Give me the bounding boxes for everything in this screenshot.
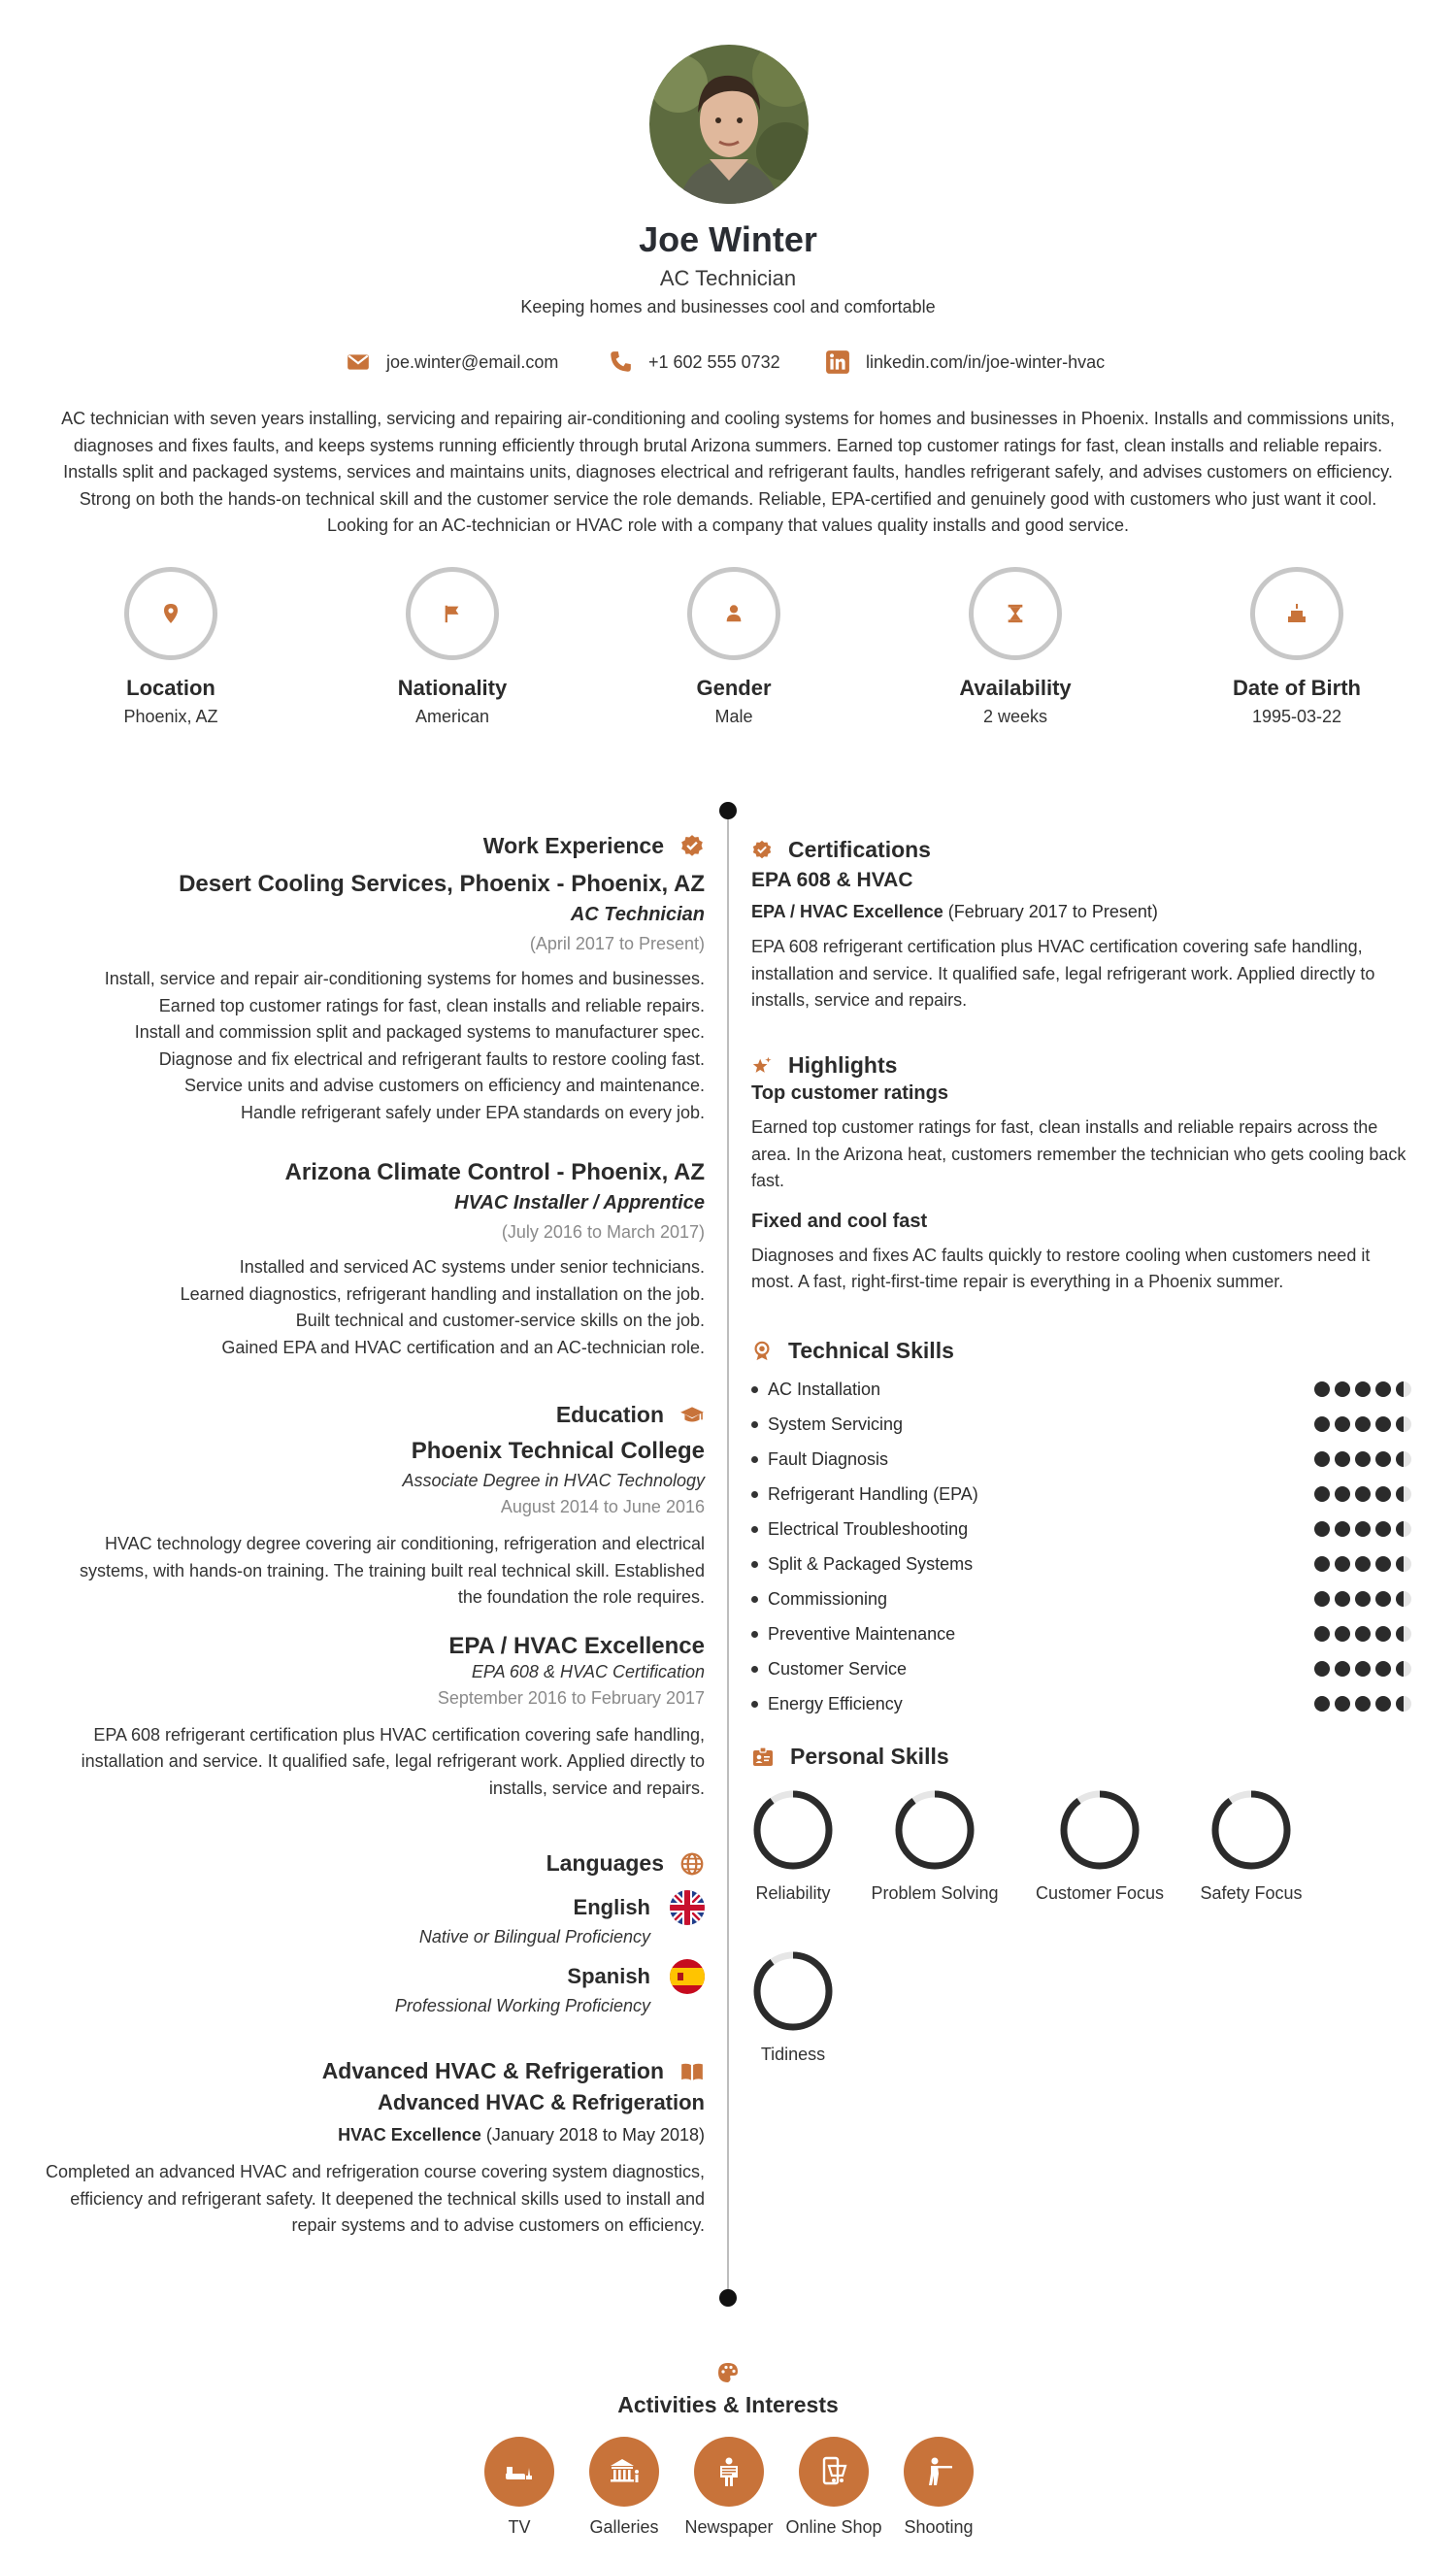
technical-skills-section: [751, 1338, 1411, 1721]
bullet-icon: [751, 1596, 758, 1603]
timeline-end-dot: [719, 2289, 737, 2307]
highlight-text: Diagnoses and fixes AC faults quickly to restore cooling when customers need it most. A fast, right-first-time repair is everything in a Phoenix summer.: [751, 1245, 1371, 1291]
certification-dates: (February 2017 to Present): [947, 902, 1158, 921]
rating-dot: [1335, 1661, 1350, 1677]
activity-label: TV: [508, 2517, 531, 2537]
linkedin-icon: [825, 349, 850, 375]
skill-ring-label: Customer Focus: [1035, 1883, 1165, 1903]
bullet-icon: [751, 1386, 758, 1393]
bullet-icon: [751, 1701, 758, 1708]
job-line: Installed and serviced AC systems under senior technicians.: [239, 1257, 705, 1277]
skill-rating: [1314, 1626, 1411, 1642]
skill-list: [751, 1372, 1411, 1721]
skill-rating: [1314, 1556, 1411, 1572]
section-title: Technical Skills: [788, 1338, 954, 1363]
candidate-tagline: Keeping homes and businesses cool and comfortable: [520, 297, 936, 316]
bullet-icon: [751, 1456, 758, 1463]
skill-ring: [751, 1788, 835, 1872]
languages-section: [39, 1850, 705, 2016]
education-dates: August 2014 to June 2016: [500, 1497, 705, 1516]
school-name: EPA / HVAC Excellence: [448, 1632, 705, 1659]
skill-row: [751, 1512, 1411, 1547]
skill-rating: [1314, 1521, 1411, 1537]
certifications-section: [751, 837, 1411, 1014]
info-location: [64, 567, 278, 727]
job-dates: (April 2017 to Present): [529, 934, 705, 953]
highlight-text: Earned top customer ratings for fast, clean installs and reliable repairs across the area. In the Arizona heat, customers remember the technician who gets cooling back fast.: [751, 1117, 1406, 1190]
rating-dot: [1335, 1556, 1350, 1572]
course-dates: (January 2018 to May 2018): [485, 2125, 705, 2145]
info-nationality: [346, 567, 559, 727]
rating-dot: [1375, 1591, 1391, 1607]
rating-dot: [1335, 1416, 1350, 1432]
linkedin-text[interactable]: linkedin.com/in/joe-winter-hvac: [866, 351, 1106, 372]
rating-dot: [1335, 1451, 1350, 1467]
bullet-icon: [751, 1666, 758, 1673]
skill-name: AC Installation: [768, 1379, 881, 1399]
job-line: Diagnose and fix electrical and refrigerant faults to restore cooling fast.: [158, 1048, 705, 1069]
job-description: [39, 966, 705, 1126]
skill-name: System Servicing: [768, 1414, 904, 1434]
rating-dot: [1375, 1626, 1391, 1642]
rating-dot: [1355, 1486, 1371, 1502]
skill-ring-label: Reliability: [755, 1883, 831, 1903]
rating-dot: [1355, 1381, 1371, 1397]
profile-photo: [649, 45, 809, 204]
rating-dot: [1396, 1591, 1411, 1607]
section-title: Education: [555, 1402, 664, 1427]
newspaper-icon: [710, 2452, 748, 2491]
hourglass-icon: [1005, 603, 1026, 624]
job-line: Gained EPA and HVAC certification and an AC-technician role.: [221, 1337, 705, 1357]
certification-meta: [751, 902, 1411, 922]
skill-ring-label: Problem Solving: [871, 1883, 999, 1903]
rating-dot: [1396, 1696, 1411, 1712]
skill-name: Electrical Troubleshooting: [768, 1518, 969, 1539]
bullet-icon: [751, 1631, 758, 1638]
language-level: Native or Bilingual Proficiency: [418, 1927, 650, 1946]
course-meta: [39, 2125, 705, 2145]
skill-name: Customer Service: [768, 1658, 908, 1679]
skill-ring: [893, 1788, 976, 1872]
skill-row: [751, 1686, 1411, 1721]
rating-dot: [1396, 1521, 1411, 1537]
job-entry: [39, 871, 705, 1126]
activity-label: Online Shop: [785, 2517, 882, 2537]
job-line: Learned diagnostics, refrigerant handling and installation on the job.: [180, 1283, 705, 1304]
info-label: Date of Birth: [1233, 676, 1361, 700]
personal-skills-section: [751, 1744, 1411, 1770]
profile-summary: AC technician with seven years installing, servicing and repairing air-conditioning and cooling systems for homes and businesses in Phoenix. Installs and commissions units, diagnoses and fixes faults, and keeps systems running efficiently through brutal Arizona summers. Earned top customer ratings for fast, clean installs and reliable repairs. Installs split and packaged systems, services and maintains units, diagnoses electrical and refrigerant faults, handles refrigerant safely, and advises customers on efficiency. Strong on both the hands-on technical skill and the customer service the role demands. Reliable, EPA-certified and genuinely good with customers who just want it cool. Looking for an AC-technician or HVAC role with a company that values quality installs and good service.: [61, 409, 1395, 535]
section-header: [39, 2058, 705, 2084]
book-open-icon: [679, 2059, 705, 2084]
skill-row: [751, 1372, 1411, 1407]
rating-dot: [1335, 1591, 1350, 1607]
job-line: Built technical and customer-service skills on the job.: [295, 1311, 705, 1330]
education-dates: September 2016 to February 2017: [437, 1687, 705, 1708]
phone-icon: [608, 349, 633, 375]
language-entry: [39, 1890, 705, 1947]
timeline-start-dot: [719, 802, 737, 819]
tv-icon: [500, 2452, 539, 2491]
bullet-icon: [751, 1526, 758, 1533]
certification-description: EPA 608 refrigerant certification plus HVAC certification covering safe handling, installation and service. It qualified safe, legal refrigerant work. Applied directly to installs, service and repairs.: [751, 937, 1375, 1010]
activity-label: Galleries: [589, 2517, 659, 2537]
section-header: [39, 833, 705, 859]
skill-rating: [1314, 1381, 1411, 1397]
rating-dot: [1355, 1451, 1371, 1467]
language-name: English: [573, 1895, 650, 1919]
job-position: HVAC Installer / Apprentice: [454, 1192, 705, 1214]
job-company: Desert Cooling Services, Phoenix - Phoenix, AZ: [179, 871, 705, 897]
rating-dot: [1314, 1556, 1330, 1572]
skill-row: [751, 1651, 1411, 1686]
museum-icon: [605, 2452, 644, 2491]
shooting-icon: [919, 2452, 958, 2491]
phone-text[interactable]: +1 602 555 0732: [648, 351, 780, 372]
skill-name: Commissioning: [768, 1588, 888, 1609]
rating-dot: [1396, 1486, 1411, 1502]
skill-row: [751, 1581, 1411, 1616]
education-entry: [39, 1633, 705, 1803]
contact-linkedin[interactable]: [825, 349, 1105, 375]
info-label: Gender: [696, 676, 772, 700]
certification-issuer: EPA / HVAC Excellence: [751, 902, 943, 921]
course-description: Completed an advanced HVAC and refrigeration course covering system diagnostics, efficiency and refrigerant safety. It deepened the technical skills used to install and repair systems and to advise customers on efficiency.: [45, 2162, 705, 2235]
rating-dot: [1355, 1521, 1371, 1537]
rating-dot: [1375, 1416, 1391, 1432]
skill-name: Refrigerant Handling (EPA): [768, 1483, 978, 1504]
info-value: 2 weeks: [982, 707, 1048, 726]
course-section: [39, 2058, 705, 2240]
language-entry: [39, 1959, 705, 2016]
rating-dot: [1335, 1381, 1350, 1397]
rating-dot: [1375, 1661, 1391, 1677]
cake-icon: [1285, 602, 1308, 625]
job-line: Earned top customer ratings for fast, clean installs and reliable repairs.: [158, 995, 705, 1015]
rating-dot: [1335, 1626, 1350, 1642]
job-description: [39, 1254, 705, 1361]
activity-tv: [466, 2437, 573, 2538]
rating-dot: [1355, 1591, 1371, 1607]
globe-icon: [679, 1851, 705, 1877]
activity-shooting: [885, 2437, 992, 2538]
highlights-section: [751, 1052, 1411, 1296]
rating-dot: [1396, 1416, 1411, 1432]
skill-name: Preventive Maintenance: [768, 1623, 956, 1644]
skill-ring-label: Safety Focus: [1200, 1883, 1303, 1903]
rating-dot: [1396, 1381, 1411, 1397]
bullet-icon: [751, 1421, 758, 1428]
skill-ring: [751, 1949, 835, 2033]
award-ribbon-icon: [751, 1340, 773, 1363]
rating-dot: [1314, 1521, 1330, 1537]
skill-row: [751, 1477, 1411, 1512]
info-label: Availability: [959, 676, 1072, 700]
pin-icon: [159, 602, 182, 625]
education-section: [39, 1402, 705, 1802]
activities-title: Activities & Interests: [617, 2392, 839, 2417]
rating-dot: [1355, 1626, 1371, 1642]
bullet-icon: [751, 1561, 758, 1568]
rating-dot: [1375, 1486, 1391, 1502]
course-name: Advanced HVAC & Refrigeration: [378, 2090, 705, 2114]
skill-name: Split & Packaged Systems: [768, 1553, 974, 1574]
section-header: [751, 1052, 1411, 1079]
job-company: Arizona Climate Control - Phoenix, AZ: [284, 1159, 705, 1185]
info-value: American: [414, 707, 490, 726]
section-title: Personal Skills: [790, 1744, 949, 1769]
rating-dot: [1314, 1626, 1330, 1642]
job-position: AC Technician: [570, 904, 705, 925]
rating-dot: [1375, 1696, 1391, 1712]
rating-dot: [1314, 1416, 1330, 1432]
timeline-line: [727, 812, 729, 2299]
work-experience-section: [39, 833, 705, 1361]
rating-dot: [1335, 1696, 1350, 1712]
section-header: [39, 1850, 705, 1877]
skill-rating: [1314, 1416, 1411, 1432]
uk-flag-icon: [670, 1890, 705, 1925]
rating-dot: [1314, 1696, 1330, 1712]
rating-dot: [1355, 1696, 1371, 1712]
school-name: Phoenix Technical College: [411, 1438, 705, 1464]
skill-row: [751, 1407, 1411, 1442]
skill-row: [751, 1616, 1411, 1651]
rating-dot: [1314, 1451, 1330, 1467]
certification-name: EPA 608 & HVAC: [751, 869, 913, 891]
info-value: Male: [714, 707, 753, 726]
language-name: Spanish: [567, 1964, 650, 1988]
skill-ring-label: Tidiness: [760, 2045, 826, 2064]
spain-flag-icon: [670, 1959, 705, 1994]
section-title: Languages: [546, 1850, 664, 1876]
skill-name: Energy Efficiency: [768, 1693, 903, 1713]
education-entry: [39, 1438, 705, 1612]
candidate-role: AC Technician: [659, 266, 797, 290]
email-icon: [346, 349, 371, 375]
highlight-title: Top customer ratings: [751, 1082, 948, 1104]
activity-label: Shooting: [904, 2517, 974, 2537]
cart-icon: [814, 2452, 853, 2491]
certificate-badge-icon: [751, 840, 773, 861]
candidate-name: Joe Winter: [639, 219, 817, 259]
job-line: Handle refrigerant safely under EPA standards on every job.: [241, 1102, 705, 1122]
flag-icon: [442, 603, 463, 624]
rating-dot: [1355, 1416, 1371, 1432]
rating-dot: [1375, 1521, 1391, 1537]
contact-phone[interactable]: [608, 349, 780, 375]
skill-rating: [1314, 1661, 1411, 1677]
section-title: Work Experience: [482, 833, 664, 858]
language-level: Professional Working Proficiency: [394, 1996, 650, 2015]
activity-galleries: [571, 2437, 678, 2538]
info-value: 1995-03-22: [1251, 707, 1342, 726]
rating-dot: [1396, 1556, 1411, 1572]
skill-row: [751, 1547, 1411, 1581]
rating-dot: [1396, 1451, 1411, 1467]
rating-dot: [1355, 1556, 1371, 1572]
section-title: Advanced HVAC & Refrigeration: [321, 2058, 664, 2083]
graduation-cap-icon: [679, 1403, 705, 1428]
job-line: Service units and advise customers on efficiency and maintenance.: [184, 1076, 705, 1095]
rating-dot: [1396, 1661, 1411, 1677]
section-header: [751, 1338, 1411, 1364]
activity-online-shop: [780, 2437, 887, 2538]
activity-label: Newspaper: [684, 2517, 774, 2537]
job-line: Install, service and repair air-conditioning systems for homes and businesses.: [104, 969, 705, 988]
skill-rating: [1314, 1696, 1411, 1712]
rating-dot: [1314, 1591, 1330, 1607]
section-header: [751, 837, 1411, 863]
skill-ring: [1209, 1788, 1293, 1872]
rating-dot: [1375, 1451, 1391, 1467]
rating-dot: [1396, 1626, 1411, 1642]
job-line: Install and commission split and packaged systems to manufacturer spec.: [134, 1022, 705, 1042]
rating-dot: [1375, 1556, 1391, 1572]
sparkle-star-icon: [751, 1055, 773, 1077]
info-availability: [909, 567, 1122, 727]
skill-ring: [1058, 1788, 1142, 1872]
rating-dot: [1314, 1661, 1330, 1677]
rating-dot: [1375, 1381, 1391, 1397]
degree-name: Associate Degree in HVAC Technology: [402, 1471, 705, 1490]
highlight-title: Fixed and cool fast: [751, 1210, 928, 1232]
info-label: Location: [126, 676, 215, 700]
activity-newspaper: [676, 2437, 782, 2538]
info-gender: [627, 567, 841, 727]
section-title: Highlights: [788, 1052, 898, 1078]
skill-name: Fault Diagnosis: [768, 1448, 889, 1469]
info-date-of-birth: [1190, 567, 1404, 727]
rating-dot: [1355, 1661, 1371, 1677]
info-value: Phoenix, AZ: [123, 707, 218, 726]
skill-rating: [1314, 1591, 1411, 1607]
skill-row: [751, 1442, 1411, 1477]
section-header: [39, 1402, 705, 1428]
rating-dot: [1314, 1381, 1330, 1397]
info-label: Nationality: [397, 676, 508, 700]
job-dates: (July 2016 to March 2017): [501, 1222, 705, 1242]
section-title: Certifications: [788, 837, 931, 862]
skill-rating: [1314, 1486, 1411, 1502]
rating-dot: [1335, 1521, 1350, 1537]
degree-name: EPA 608 & HVAC Certification: [471, 1661, 705, 1681]
email-text[interactable]: joe.winter@email.com: [386, 351, 559, 372]
contact-email[interactable]: [346, 349, 558, 375]
education-description: EPA 608 refrigerant certification plus HVAC certification covering safe handling, installation and service. It qualified safe, legal refrigerant work. Applied directly to installs, service and repairs.: [81, 1724, 705, 1798]
person-icon: [723, 603, 745, 624]
rating-dot: [1314, 1486, 1330, 1502]
education-description: HVAC technology degree covering air conditioning, refrigeration and electrical systems, with hands-on training. The training built real technical skill. Established the foundation the role requires.: [80, 1534, 705, 1607]
course-issuer: HVAC Excellence: [338, 2125, 481, 2145]
job-entry: [39, 1159, 705, 1361]
section-header: [751, 1744, 1411, 1770]
bullet-icon: [751, 1491, 758, 1498]
rating-dot: [1335, 1486, 1350, 1502]
skill-rating: [1314, 1451, 1411, 1467]
id-card-icon: [751, 1746, 775, 1769]
badge-check-icon: [679, 834, 705, 859]
palette-icon: [716, 2361, 740, 2389]
